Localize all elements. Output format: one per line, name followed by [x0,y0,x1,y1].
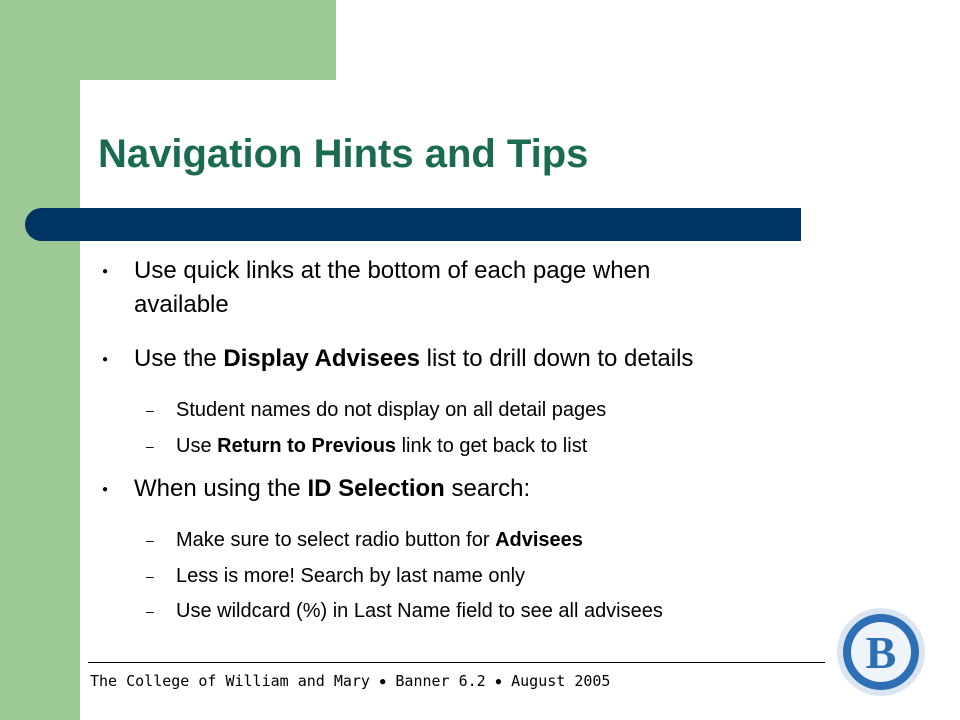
bullet-2-bold: Display Advisees [223,345,420,372]
logo-letter: B [865,627,897,678]
sub-bullet-1-2-bold: Return to Previous [217,435,397,457]
dash-icon: – [146,603,154,619]
dash-icon: – [146,438,154,454]
bullet-icon: ● [102,484,109,495]
footer-separator: ● [495,677,502,687]
dash-icon: – [146,532,154,548]
sub-bullet-1-2 [176,432,587,460]
bullet-icon: ● [102,266,109,277]
footer-date: August 2005 [511,672,611,690]
top-green-band [0,0,336,80]
bullet-1-line-1: Use quick links at the bottom of each page when [134,257,651,284]
dash-icon: – [146,568,154,584]
footer-separator: ● [379,677,386,687]
sub-bullet-2-1-pre: Make sure to select radio button for [176,529,496,551]
footer [90,672,610,690]
sub-bullet-1-2-pre: Use [176,435,218,457]
footer-college: The College of William and Mary [90,672,370,690]
sub-bullet-1-1: Student names do not display on all detail pages [176,399,607,421]
rounded-corner [80,80,140,140]
bullet-2-pre: Use the [134,345,224,372]
sub-bullet-2-3: Use wildcard (%) in Last Name field to see all advisees [176,600,663,622]
footer-system: Banner 6.2 [395,672,486,690]
banner-logo-icon [835,606,927,698]
title-divider-bar [25,208,801,241]
bullet-3-text [134,472,530,506]
sub-bullet-1-2-post: link to get back to list [396,435,588,457]
sub-bullet-2-1 [176,526,583,554]
left-green-band [0,0,80,720]
bullet-icon: ● [102,354,109,365]
bullet-2-text [134,342,693,376]
sub-bullet-2-1-bold: Advisees [495,529,583,551]
sub-bullet-2-2: Less is more! Search by last name only [176,565,526,587]
footer-divider [88,662,825,663]
bullet-3-post: search: [444,475,531,502]
dash-icon: – [146,402,154,418]
bullet-1-line-2: available [134,291,229,318]
bullet-2-post: list to drill down to details [419,345,694,372]
bullet-3-bold: ID Selection [307,475,445,502]
bullet-1-text [134,254,650,322]
bullet-3-pre: When using the [134,475,308,502]
slide-title: Navigation Hints and Tips [98,132,589,176]
